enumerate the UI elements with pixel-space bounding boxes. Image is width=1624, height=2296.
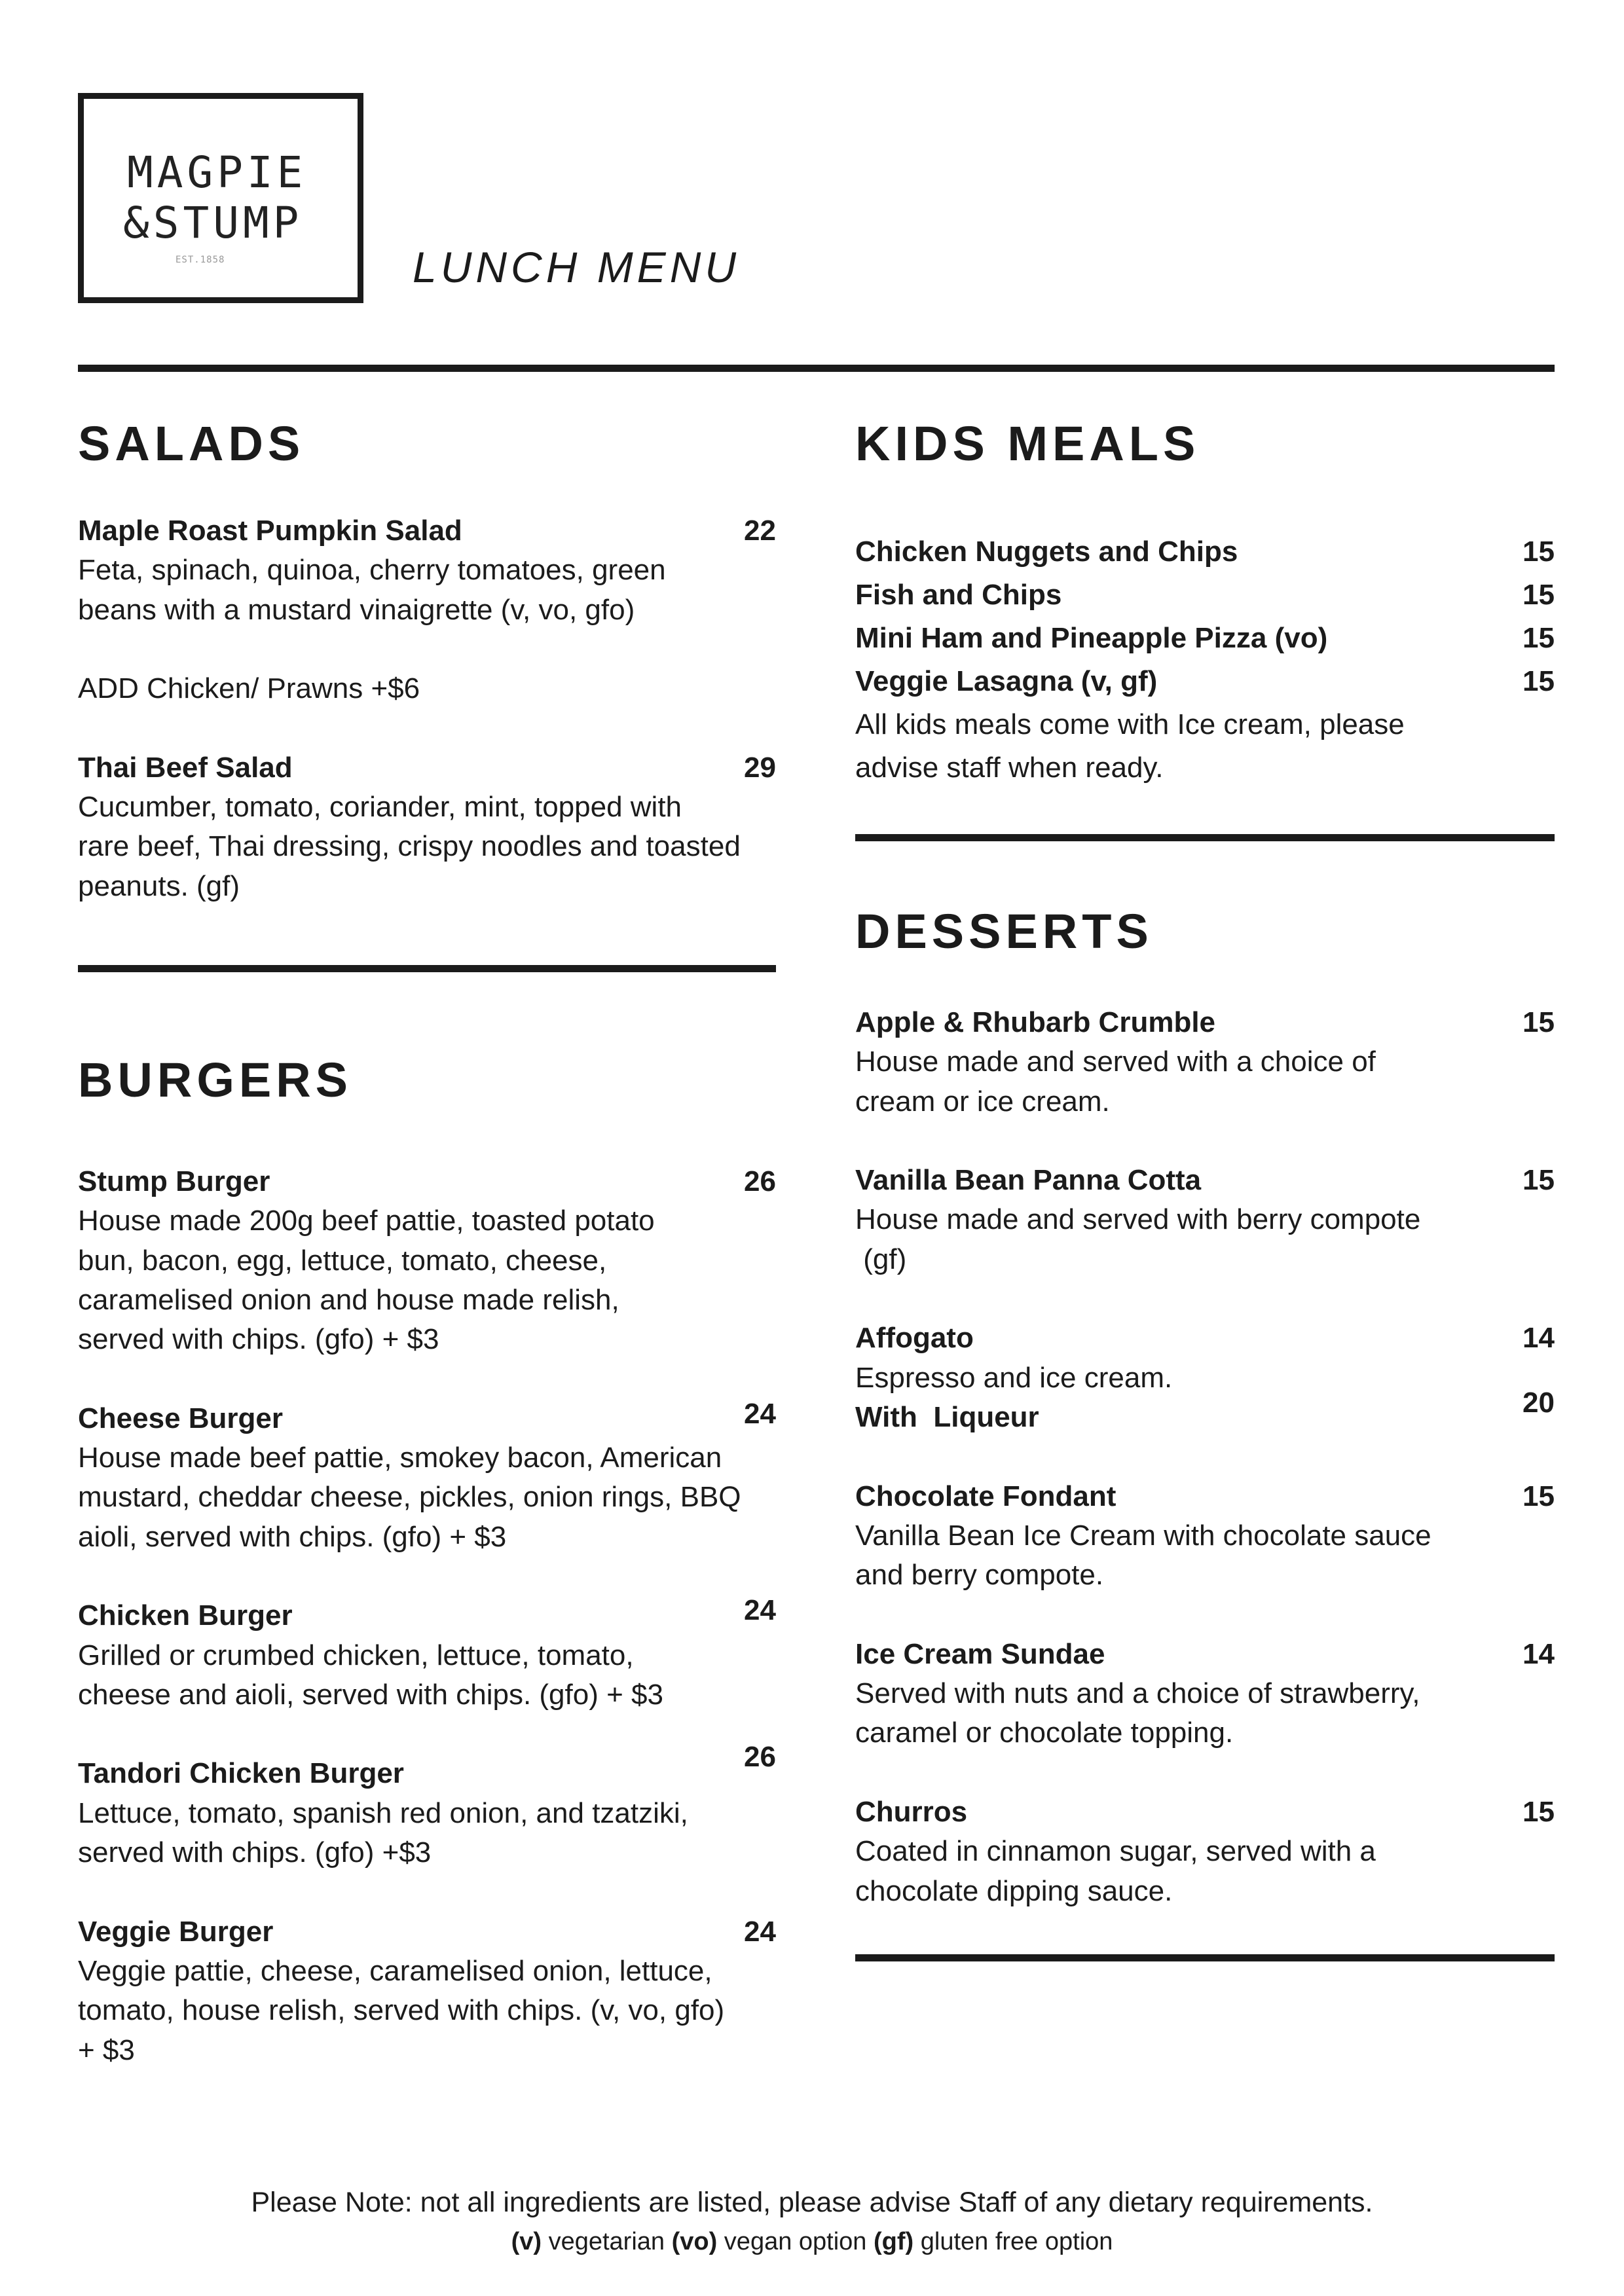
item-desc: Served with nuts and a choice of strawberry, <box>855 1677 1420 1710</box>
section-heading-burgers: BURGERS <box>78 1053 353 1107</box>
menu-item <box>78 1162 776 1201</box>
item-price: 15 <box>1522 1480 1555 1512</box>
item-desc: House made and served with berry compote <box>855 1203 1421 1236</box>
item-desc: House made 200g beef pattie, toasted potato <box>78 1205 655 1237</box>
section-heading-kids: KIDS MEALS <box>855 416 1200 471</box>
item-desc: chocolate dipping sauce. <box>855 1874 1173 1907</box>
item-price: 26 <box>744 1165 776 1197</box>
item-desc: caramelised onion and house made relish, <box>78 1283 619 1316</box>
logo-line-2: &STUMP <box>123 198 303 248</box>
item-price: 24 <box>744 1397 776 1430</box>
divider-salads <box>78 965 776 972</box>
menu-item <box>855 1477 1555 1516</box>
menu-item <box>78 511 776 551</box>
menu-item-extra <box>855 1398 1555 1437</box>
item-price: 15 <box>1522 579 1555 611</box>
item-extra-name: With Liqueur <box>855 1400 1039 1433</box>
item-desc: mustard, cheddar cheese, pickles, onion rings, BBQ <box>78 1481 741 1514</box>
item-price: 26 <box>744 1741 776 1774</box>
logo-line-1: MAGPIE <box>127 147 307 198</box>
item-price: 15 <box>1522 1006 1555 1038</box>
footer-note: Please Note: not all ingredients are listed, please advise Staff of any dietary requirements. <box>251 2187 1373 2218</box>
salads-list <box>78 511 776 906</box>
section-heading-salads: SALADS <box>78 416 305 471</box>
addon-note: ADD Chicken/ Prawns +$6 <box>78 672 420 705</box>
item-name: Veggie Lasagna (v, gf) <box>855 665 1158 697</box>
item-price: 29 <box>744 751 776 784</box>
kids-note: advise staff when ready. <box>855 752 1164 784</box>
menu-item <box>78 1399 776 1438</box>
menu-item <box>855 574 1555 617</box>
item-desc: aioli, served with chips. (gfo) + $3 <box>78 1520 507 1553</box>
item-price: 15 <box>1522 665 1555 697</box>
item-desc: Veggie pattie, cheese, caramelised onion, lettuce, <box>78 1954 712 1987</box>
item-price: 15 <box>1522 1164 1555 1197</box>
item-desc: tomato, house relish, served with chips. (v, vo, gfo) <box>78 1994 725 2027</box>
legend-label: vegetarian <box>542 2228 672 2255</box>
item-name: Affogato <box>855 1322 974 1355</box>
menu-item <box>78 1741 776 1793</box>
legend-label: gluten free option <box>913 2228 1113 2255</box>
menu-item <box>855 1319 1555 1358</box>
burgers-list <box>78 1162 776 2070</box>
item-desc: bun, bacon, egg, lettuce, tomato, cheese, <box>78 1244 607 1277</box>
divider-desserts <box>855 1954 1555 1961</box>
page-title: LUNCH MENU <box>413 243 741 291</box>
item-extra-price: 20 <box>1522 1386 1555 1419</box>
item-name: Stump Burger <box>78 1165 270 1197</box>
item-name: Fish and Chips <box>855 579 1062 611</box>
divider-top <box>78 365 1555 372</box>
item-price: 24 <box>744 1594 776 1627</box>
menu-item <box>855 530 1555 574</box>
section-heading-desserts: DESSERTS <box>855 904 1153 958</box>
item-desc: Lettuce, tomato, spanish red onion, and tzatziki, <box>78 1796 688 1829</box>
item-name: Cheese Burger <box>78 1402 284 1434</box>
item-desc: served with chips. (gfo) +$3 <box>78 1836 432 1869</box>
item-desc: House made beef pattie, smokey bacon, American <box>78 1442 722 1474</box>
item-name: Ice Cream Sundae <box>855 1637 1105 1670</box>
logo <box>78 93 363 303</box>
item-name: Veggie Burger <box>78 1915 274 1948</box>
legend-code: (gf) <box>874 2228 914 2255</box>
kids-list <box>855 530 1555 790</box>
item-desc: Feta, spinach, quinoa, cherry tomatoes, green <box>78 554 666 587</box>
item-price: 14 <box>1522 1322 1555 1355</box>
item-name: Mini Ham and Pineapple Pizza (vo) <box>855 622 1328 654</box>
item-desc: beans with a mustard vinaigrette (v, vo, gfo) <box>78 593 635 626</box>
item-name: Thai Beef Salad <box>78 751 293 784</box>
item-desc: Grilled or crumbed chicken, lettuce, tomato, <box>78 1639 634 1671</box>
item-price: 15 <box>1522 1795 1555 1828</box>
menu-item <box>855 1793 1555 1832</box>
item-name: Tandori Chicken Burger <box>78 1757 404 1790</box>
item-desc: served with chips. (gfo) + $3 <box>78 1323 439 1356</box>
menu-item <box>855 1161 1555 1200</box>
item-name: Churros <box>855 1795 968 1828</box>
item-desc: rare beef, Thai dressing, crispy noodles and toasted <box>78 830 741 863</box>
menu-item <box>855 660 1555 703</box>
item-desc: (gf) <box>855 1243 907 1275</box>
item-desc: cream or ice cream. <box>855 1085 1110 1118</box>
legend-label: vegan option <box>717 2228 874 2255</box>
item-desc: peanuts. (gf) <box>78 869 240 902</box>
divider-kids <box>855 834 1555 841</box>
item-desc: + $3 <box>78 2033 135 2066</box>
menu-item <box>78 748 776 788</box>
menu-item <box>855 617 1555 660</box>
item-price: 22 <box>744 515 776 547</box>
item-price: 14 <box>1522 1637 1555 1670</box>
item-desc: Espresso and ice cream. <box>855 1361 1173 1394</box>
item-desc: Coated in cinnamon sugar, served with a <box>855 1835 1376 1868</box>
item-price: 15 <box>1522 622 1555 654</box>
item-name: Chicken Nuggets and Chips <box>855 536 1238 568</box>
item-name: Chicken Burger <box>78 1599 293 1632</box>
menu-item <box>78 1912 776 1952</box>
item-name: Vanilla Bean Panna Cotta <box>855 1164 1202 1197</box>
item-name: Maple Roast Pumpkin Salad <box>78 515 462 547</box>
legend-code: (vo) <box>671 2228 718 2255</box>
item-desc: caramel or chocolate topping. <box>855 1717 1234 1749</box>
menu-item <box>78 1596 776 1635</box>
item-desc: House made and served with a choice of <box>855 1046 1376 1078</box>
item-price: 15 <box>1522 536 1555 568</box>
menu-item <box>855 1635 1555 1674</box>
item-desc: Vanilla Bean Ice Cream with chocolate sauce <box>855 1519 1431 1552</box>
kids-note: All kids meals come with Ice cream, please <box>855 708 1405 740</box>
desserts-list <box>855 1003 1555 1911</box>
item-desc: Cucumber, tomato, coriander, mint, topped with <box>78 791 682 824</box>
footer-legend <box>0 2228 1624 2256</box>
legend-code: (v) <box>511 2228 542 2255</box>
menu-item <box>855 1003 1555 1042</box>
item-desc: cheese and aioli, served with chips. (gfo) + $3 <box>78 1678 663 1711</box>
item-name: Chocolate Fondant <box>855 1480 1116 1512</box>
item-desc: and berry compote. <box>855 1559 1104 1592</box>
logo-est: EST.1858 <box>175 255 225 265</box>
item-price: 24 <box>744 1915 776 1948</box>
item-name: Apple & Rhubarb Crumble <box>855 1006 1216 1038</box>
